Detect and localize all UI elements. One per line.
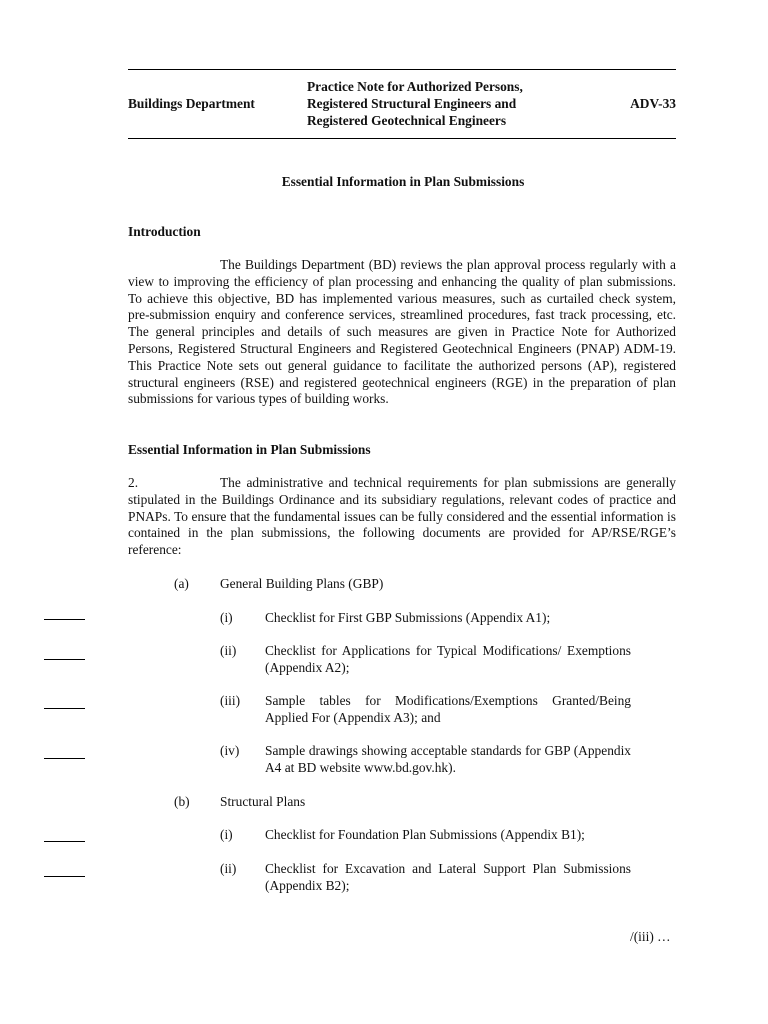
- header-practice-note-line: Registered Geotechnical Engineers: [307, 112, 507, 128]
- intro-heading: Introduction: [128, 224, 201, 239]
- list-a-item-text: Sample tables for Modifications/Exemptions Granted/Being Applied For (Appendix A3); and: [265, 693, 631, 725]
- list-a-title: General Building Plans (GBP): [220, 576, 384, 591]
- list-b-item-num: (i): [220, 827, 233, 842]
- list-a-item-text: Sample drawings showing acceptable standards for GBP (Appendix A4 at BD website www.bd.gov.hk).: [265, 743, 631, 775]
- list-b-item-num: (ii): [220, 861, 237, 876]
- header-top-rule: [128, 69, 676, 70]
- section2-number: 2.: [128, 475, 139, 490]
- margin-blank-line: [44, 758, 85, 759]
- list-b-item-text: Checklist for Excavation and Lateral Support Plan Submissions (Appendix B2);: [265, 861, 631, 893]
- list-a-item-num: (i): [220, 610, 233, 625]
- list-a-item-num: (iii): [220, 693, 241, 708]
- list-b-title: Structural Plans: [220, 794, 306, 809]
- margin-blank-line: [44, 659, 85, 660]
- header-practice-note: [307, 79, 607, 129]
- margin-blank-line: [44, 841, 85, 842]
- list-b-item-text: Checklist for Foundation Plan Submissions (Appendix B1);: [265, 827, 585, 842]
- list-a-item-text: Checklist for Applications for Typical Modifications/ Exemptions (Appendix A2);: [265, 643, 631, 675]
- continuation-footer: /(iii) …: [630, 929, 671, 944]
- header-reference: ADV-33: [630, 96, 676, 111]
- intro-paragraph: [128, 257, 676, 408]
- list-a-label: (a): [174, 576, 189, 591]
- header-practice-note-line: Registered Structural Engineers and: [307, 95, 517, 111]
- list-b-label: (b): [174, 794, 190, 809]
- header-bottom-rule: [128, 138, 676, 139]
- margin-blank-line: [44, 876, 85, 877]
- list-a-item-num: (ii): [220, 643, 237, 658]
- document-title: Essential Information in Plan Submissions: [281, 174, 525, 189]
- margin-blank-line: [44, 708, 85, 709]
- list-a-item-text: Checklist for First GBP Submissions (Appendix A1);: [265, 610, 551, 625]
- section2-text: The administrative and technical requirements for plan submissions are generally stipulated in the Buildings Ordinance and its subsidiary regulations, relevant codes of practice and PNAPs. To ensure that the fundamental issues can be fully considered and the essential information is contained in the plan submissions, the following documents are provided for AP/RSE/RGE’s reference:: [128, 475, 676, 558]
- header-department: Buildings Department: [128, 96, 255, 111]
- section2-heading: Essential Information in Plan Submissions: [128, 442, 371, 457]
- list-a-item-num: (iv): [220, 743, 240, 758]
- margin-blank-line: [44, 619, 85, 620]
- header-practice-note-line: Practice Note for Authorized Persons,: [307, 79, 523, 94]
- section2-paragraph: [128, 475, 676, 559]
- intro-text: The Buildings Department (BD) reviews the plan approval process regularly with a view to improving the efficiency of plan processing and enhancing the quality of plan submissions. To achieve this objective, BD has implemented various measures, such as curtailed check system, pre-submission enquiry and conference services, streamlined procedures, fast track processing, etc. The general principles and details of such measures are given in Practice Note for Authorized Persons, Registered Structural Engineers and Registered Geotechnical Engineers (PNAP) ADM-19. This Practice Note sets out general guidance to facilitate the authorized persons (AP), registered structural engineers (RSE) and registered geotechnical engineers (RGE) in the preparation of plan submissions for various types of building works.: [128, 257, 676, 407]
